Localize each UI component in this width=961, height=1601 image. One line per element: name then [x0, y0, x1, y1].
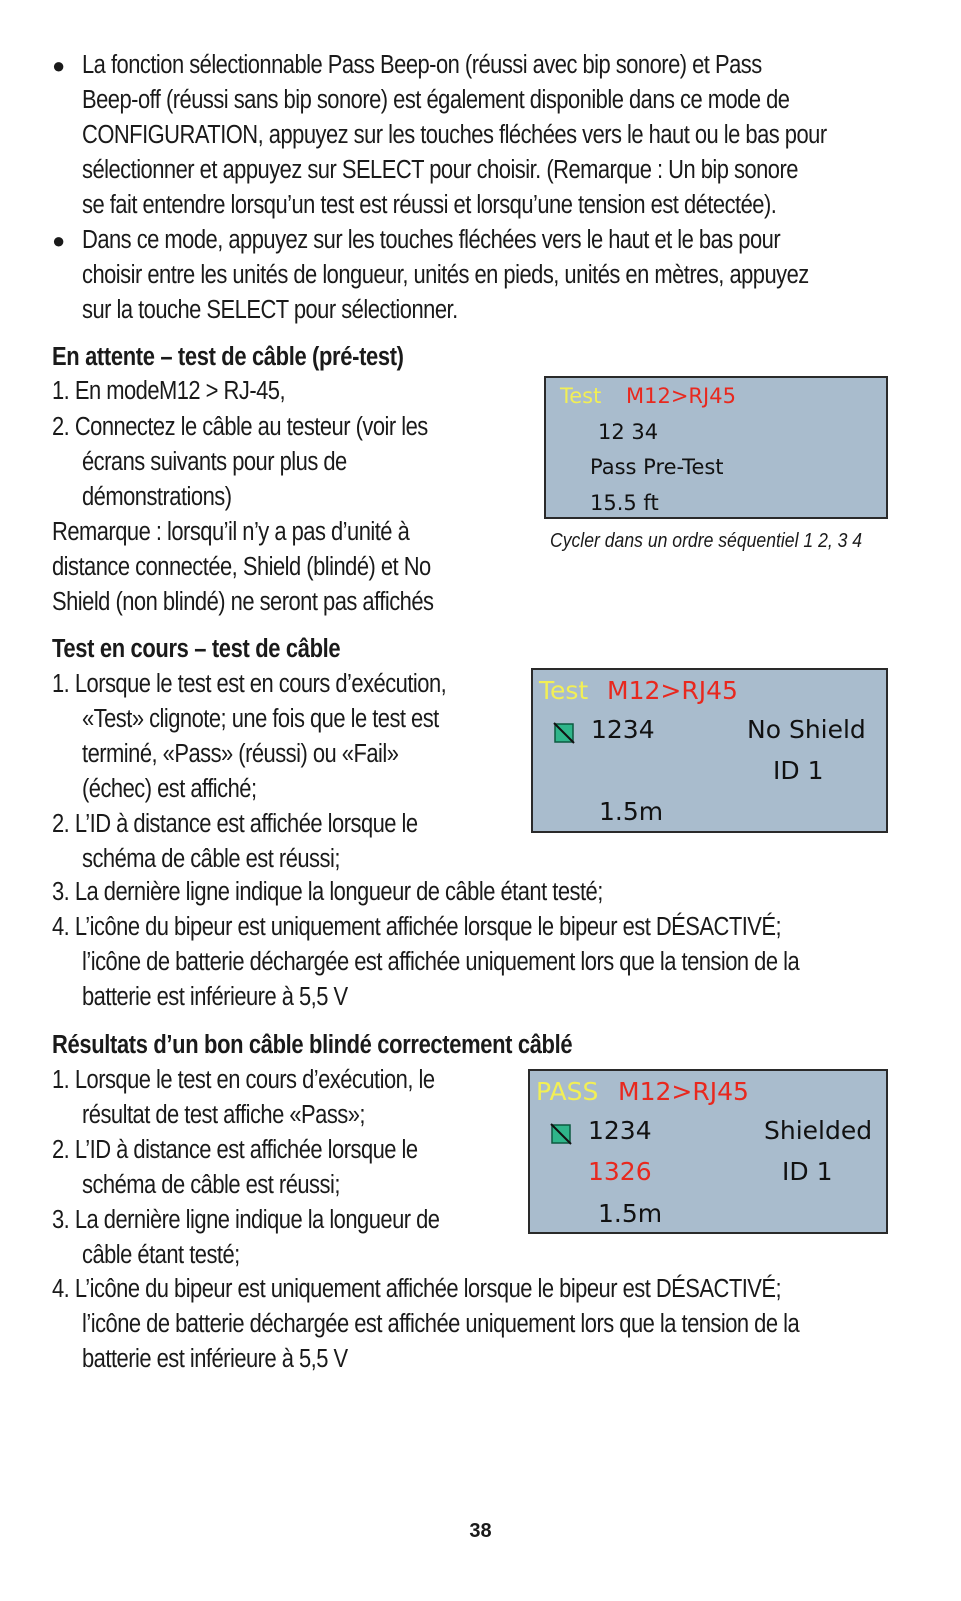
screen-adapter: M12>RJ45 — [607, 676, 738, 705]
section-2-line: 1. Lorsque le test est en cours d’exécution, — [52, 670, 447, 698]
screen-shield: No Shield — [747, 715, 866, 744]
section-2-line: batterie est inférieure à 5,5 V — [82, 983, 348, 1011]
beeper-off-icon — [550, 1123, 572, 1145]
section-2-line: 4. L’icône du bipeur est uniquement affichée lorsque le bipeur est DÉSACTIVÉ; — [52, 913, 782, 941]
screen-length: 1.5m — [598, 1199, 663, 1228]
screen-length: 1.5m — [599, 797, 664, 826]
section-2-line: schéma de câble est réussi; — [82, 845, 340, 873]
section-1-line: distance connectée, Shield (blindé) et No — [52, 553, 431, 581]
bullet-1-line-5: se fait entendre lorsqu’un test est réussi et lorsqu’une tension est détectée). — [82, 191, 777, 219]
bullet-marker: ● — [52, 228, 66, 253]
section-2-line: (échec) est affiché; — [82, 775, 257, 803]
section-3-line: 2. L’ID à distance est affichée lorsque le — [52, 1136, 418, 1164]
screen-pairs: 12 34 — [598, 420, 659, 444]
bullet-2-line-1: Dans ce mode, appuyez sur les touches fléchées vers le haut et le bas pour — [82, 226, 781, 254]
section-1-line: démonstrations) — [82, 483, 232, 511]
tester-screen-pass — [528, 1069, 888, 1234]
screen-fault-pairs: 1326 — [588, 1157, 652, 1186]
screen-adapter: M12>RJ45 — [618, 1077, 749, 1106]
section-3-line: câble étant testé; — [82, 1241, 240, 1269]
section-3-line: résultat de test affiche «Pass»; — [82, 1101, 365, 1129]
section-3-line: batterie est inférieure à 5,5 V — [82, 1345, 348, 1373]
section-3-line: 1. Lorsque le test en cours d’exécution, le — [52, 1066, 435, 1094]
section-2-line: 3. La dernière ligne indique la longueur de câble étant testé; — [52, 878, 603, 906]
section-1-line: Shield (non blindé) ne seront pas affichés — [52, 588, 434, 616]
section-2-line: 2. L’ID à distance est affichée lorsque le — [52, 810, 418, 838]
bullet-1-line-3: CONFIGURATION, appuyez sur les touches fléchées vers le haut ou le bas pour — [82, 121, 827, 149]
screen-adapter: M12>RJ45 — [626, 384, 736, 408]
bullet-1-line-1: La fonction sélectionnable Pass Beep-on (réussi avec bip sonore) et Pass — [82, 51, 762, 79]
tester-screen-pretest — [544, 376, 888, 519]
screen-status: Pass Pre-Test — [590, 455, 724, 479]
screen-id: ID 1 — [773, 756, 824, 785]
section-3-line: schéma de câble est réussi; — [82, 1171, 340, 1199]
bullet-2-line-2: choisir entre les unités de longueur, unités en pieds, unités en mètres, appuyez — [82, 261, 809, 289]
section-2-line: terminé, «Pass» (réussi) ou «Fail» — [82, 740, 399, 768]
page-number: 38 — [469, 1520, 492, 1542]
section-1-heading: En attente – test de câble (pré-test) — [52, 343, 404, 371]
bullet-marker: ● — [52, 53, 66, 78]
section-1-line: écrans suivants pour plus de — [82, 448, 347, 476]
section-1-line: Remarque : lorsqu’il n’y a pas d’unité à — [52, 518, 410, 546]
section-3-heading: Résultats d’un bon câble blindé correctement câblé — [52, 1031, 573, 1059]
beeper-off-icon — [553, 722, 575, 744]
screen-caption: Cycler dans un ordre séquentiel 1 2, 3 4 — [550, 530, 863, 552]
tester-screen-testing — [531, 668, 888, 833]
screen-pairs: 1234 — [588, 1116, 652, 1145]
screen-length: 15.5 ft — [590, 491, 659, 515]
section-1-line: 1. En modeM12 > RJ-45, — [52, 377, 286, 405]
screen-mode: PASS — [536, 1077, 599, 1106]
section-3-line: l’icône de batterie déchargée est affichée uniquement lors que la tension de la — [82, 1310, 800, 1338]
section-3-line: 4. L’icône du bipeur est uniquement affichée lorsque le bipeur est DÉSACTIVÉ; — [52, 1275, 782, 1303]
section-2-line: l’icône de batterie déchargée est affichée uniquement lors que la tension de la — [82, 948, 800, 976]
screen-id: ID 1 — [782, 1157, 833, 1186]
section-1-line: 2. Connectez le câble au testeur (voir les — [52, 413, 428, 441]
screen-mode: Test — [560, 384, 602, 408]
section-2-line: «Test» clignote; une fois que le test est — [82, 705, 439, 733]
screen-pairs: 1234 — [591, 715, 655, 744]
screen-shield: Shielded — [764, 1116, 873, 1145]
section-3-line: 3. La dernière ligne indique la longueur de — [52, 1206, 440, 1234]
section-2-heading: Test en cours – test de câble — [52, 635, 341, 663]
bullet-2-line-3: sur la touche SELECT pour sélectionner. — [82, 296, 458, 324]
screen-mode: Test — [539, 676, 589, 705]
bullet-1-line-4: sélectionner et appuyez sur SELECT pour choisir. (Remarque : Un bip sonore — [82, 156, 798, 184]
bullet-1-line-2: Beep-off (réussi sans bip sonore) est également disponible dans ce mode de — [82, 86, 790, 114]
